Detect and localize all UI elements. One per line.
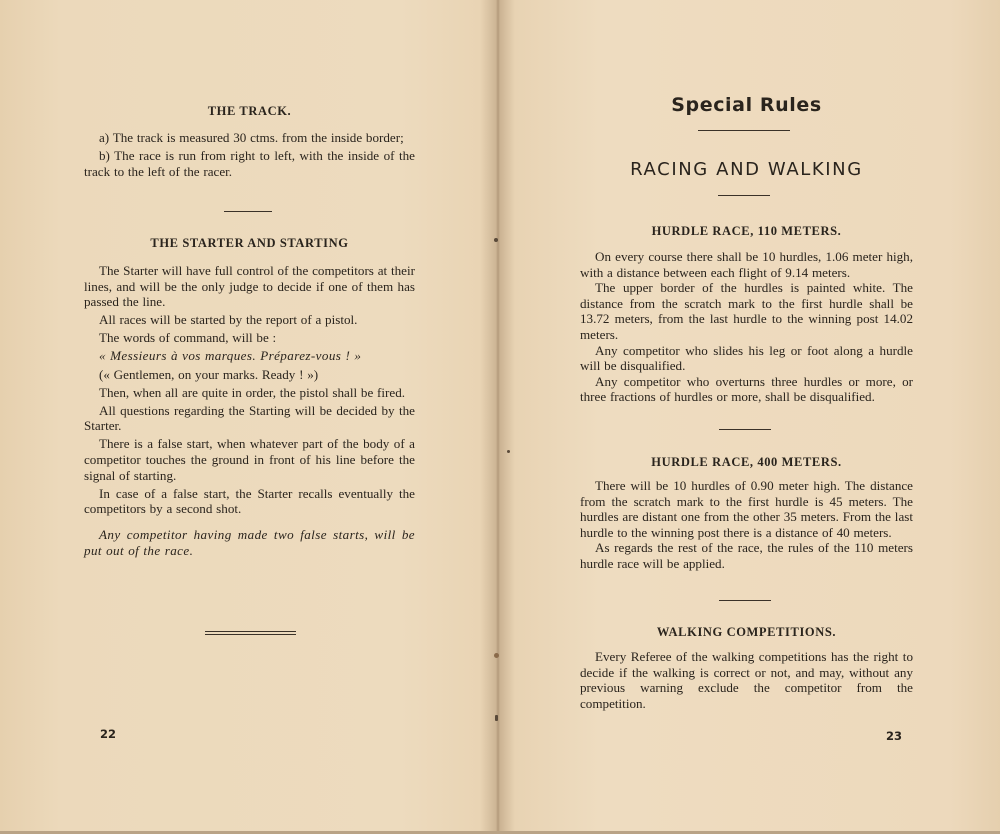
- track-rule-a: a) The track is measured 30 ctms. from the inside border;: [99, 130, 404, 145]
- starter-paragraph: The words of command, will be :: [99, 330, 277, 346]
- track-rule-b: b) The race is run from right to left, with the inside of the track to the left of the racer.: [84, 148, 415, 179]
- walking-paragraph: Every Referee of the walking competitions has the right to decide if the walking is correct or not, and may, without any previous warning exclude the competitor from the competition.: [580, 649, 913, 711]
- end-double-rule: [205, 631, 296, 635]
- starter-heading: THE STARTER AND STARTING: [150, 236, 349, 250]
- hurdle-110-paragraph: Any competitor who overturns three hurdles or more, or three fractions of hurdles or more, shall be disqualified.: [580, 373, 913, 405]
- track-heading: THE TRACK.: [207, 104, 292, 118]
- hurdle-400-paragraph: As regards the rest of the race, the rules of the 110 meters hurdle race will be applied.: [580, 540, 913, 571]
- hurdle-110-paragraph: On every course there shall be 10 hurdles, 1.06 meter high, with a distance between each flight of 9.14 meters.: [580, 249, 913, 280]
- subtitle-divider: [718, 195, 770, 196]
- page-subtitle: RACING AND WALKING: [630, 159, 863, 180]
- gutter-speck: [494, 653, 499, 658]
- command-french: « Messieurs à vos marques. Préparez-vous ! »: [99, 348, 362, 364]
- starter-paragraph: The Starter will have full control of the competitors at their lines, and will be the only judge to decide if one of them has passed the line.: [84, 263, 415, 310]
- gutter-speck: [494, 238, 498, 242]
- hurdle-400-rules: [580, 478, 913, 572]
- hurdle-110-paragraph: Any competitor who slides his leg or foot along a hurdle will be disqualified.: [580, 342, 913, 374]
- hurdle-110-rules: [580, 249, 913, 405]
- section-divider: [719, 600, 771, 601]
- hurdle-400-paragraph: There will be 10 hurdles of 0.90 meter high. The distance from the scratch mark to the first hurdle is 45 meters. The hurdles are distant one from the other 35 meters. From the last hurdle to the winning post there is a distance of 40 meters.: [580, 478, 913, 540]
- gutter-speck: [507, 450, 510, 453]
- starter-paragraph: All questions regarding the Starting will be decided by the Starter.: [84, 402, 415, 434]
- hurdle-110-heading: HURDLE RACE, 110 METERS.: [651, 224, 842, 238]
- left-page: [84, 0, 415, 834]
- starter-paragraph: All races will be started by the report of a pistol.: [99, 312, 358, 328]
- walking-heading: WALKING COMPETITIONS.: [656, 625, 837, 639]
- hurdle-110-paragraph: The upper border of the hurdles is painted white. The distance from the scratch mark to the first hurdle shall be 13.72 meters, from the last hurdle to the winning post 14.02 meters.: [580, 280, 913, 342]
- track-rules: [84, 130, 415, 179]
- page-title: Special Rules: [671, 94, 822, 116]
- page-number-left: 22: [100, 727, 117, 741]
- right-page: [580, 0, 913, 834]
- title-divider: [698, 130, 790, 131]
- section-divider: [224, 211, 272, 212]
- gutter-speck: [495, 715, 498, 721]
- starter-paragraph: There is a false start, when whatever part of the body of a competitor touches the ground in front of his line before the signal of starting.: [84, 436, 415, 483]
- starter-paragraph: Then, when all are quite in order, the pistol shall be fired.: [99, 384, 406, 400]
- command-english: (« Gentlemen, on your marks. Ready ! »): [99, 366, 319, 382]
- starter-rules: [84, 263, 415, 558]
- walking-rules: [580, 649, 913, 711]
- hurdle-400-heading: HURDLE RACE, 400 METERS.: [651, 455, 842, 469]
- page-number-right: 23: [886, 729, 903, 743]
- false-start-note: Any competitor having made two false starts, will be put out of the race.: [84, 526, 415, 558]
- section-divider: [719, 429, 771, 430]
- starter-paragraph: In case of a false start, the Starter recalls eventually the competitors by a second shot.: [84, 485, 415, 517]
